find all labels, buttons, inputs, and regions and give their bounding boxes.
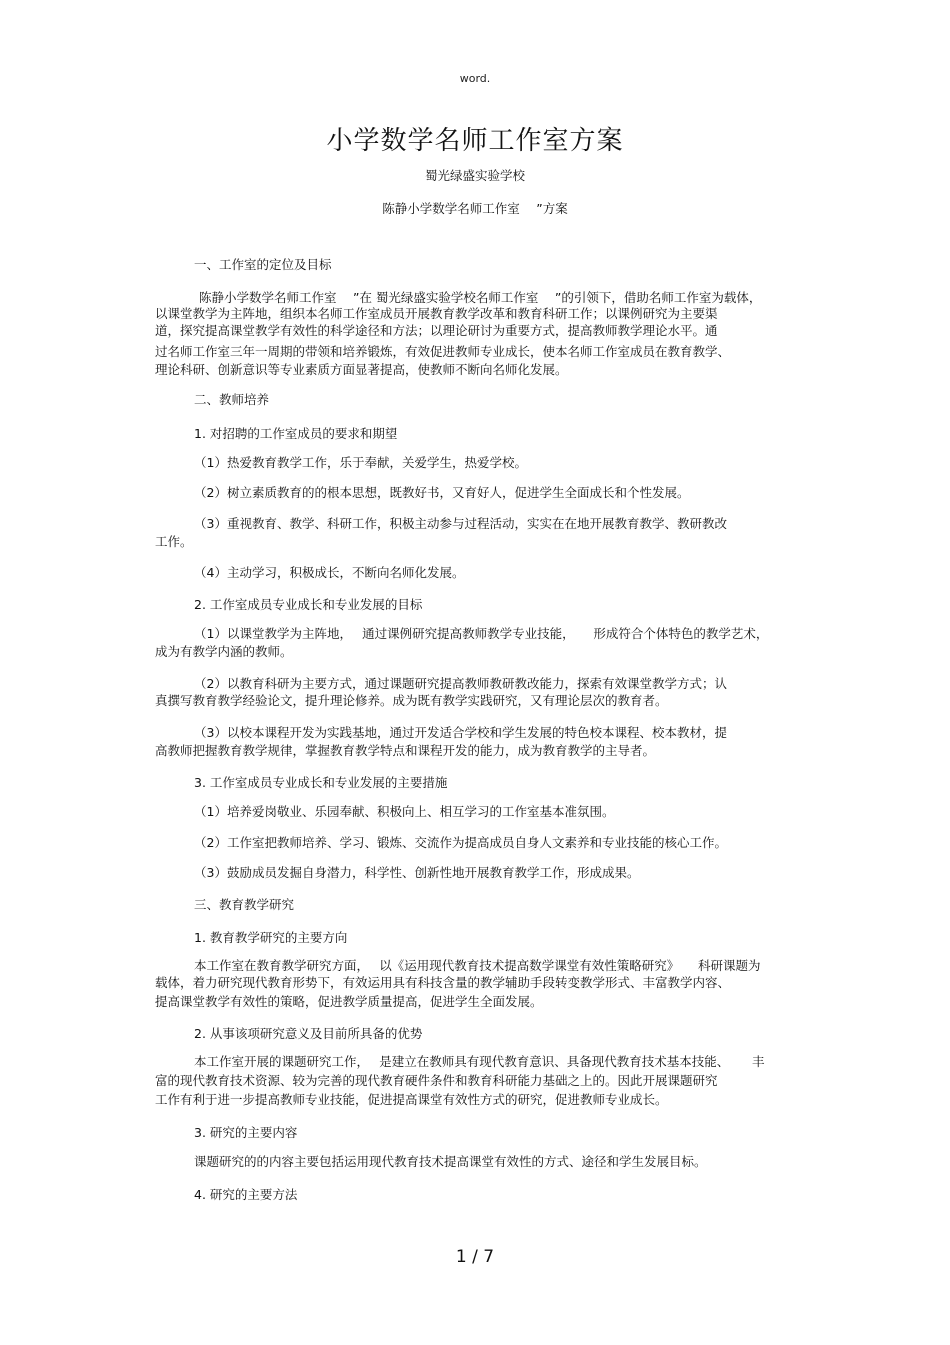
paragraph-line: 课题研究的的内容主要包括运用现代教育技术提高课堂有效性的方式、途径和学生发展目标。 bbox=[194, 1154, 707, 1169]
subsection-heading: 1. 教育教学研究的主要方向 bbox=[194, 930, 348, 945]
paragraph-line: 富的现代教育技术资源、较为完善的现代教育硬件条件和教育科研能力基础之上的。因此开展课题研究 bbox=[155, 1073, 718, 1088]
subsection-heading: 3. 工作室成员专业成长和专业发展的主要措施 bbox=[194, 775, 448, 790]
list-item: （1）热爱教育教学工作，乐于奉献，关爱学生，热爱学校。 bbox=[194, 455, 527, 470]
plan-subtitle: 陈静小学数学名师工作室 ”方案 bbox=[382, 201, 568, 216]
subsection-heading: 2. 从事该项研究意义及目前所具备的优势 bbox=[194, 1026, 423, 1041]
page-number: 1 / 7 bbox=[455, 1247, 495, 1267]
paragraph-line: 陈静小学数学名师工作室 ”在 蜀光绿盛实验学校名师工作室 ”的引领下，借助名师工作室为载体， bbox=[199, 290, 762, 305]
subsection-heading: 3. 研究的主要内容 bbox=[194, 1125, 298, 1140]
paragraph-line: 理论科研、创新意识等专业素质方面显著提高，使教师不断向名师化发展。 bbox=[155, 362, 568, 377]
list-item-continued: 真撰写教育教学经验论文，提升理论修养。成为既有教学实践研究，又有理论层次的教育者。 bbox=[155, 693, 668, 708]
list-item: （3）以校本课程开发为实践基地，通过开发适合学校和学生发展的特色校本课程、校本教材，提 bbox=[194, 725, 727, 740]
list-item: （1）培养爱岗敬业、乐园奉献、积极向上、相互学习的工作室基本准氛围。 bbox=[194, 804, 615, 819]
paragraph-line: 本工作室在教育教学研究方面， 以《运用现代教育技术提高数学课堂有效性策略研究》 科研课题为 bbox=[194, 958, 761, 973]
list-item: （2）以教育科研为主要方式，通过课题研究提高教师教研教改能力，探索有效课堂教学方式；认 bbox=[194, 676, 727, 691]
list-item: （2）工作室把教师培养、学习、锻炼、交流作为提高成员自身人文素养和专业技能的核心工作。 bbox=[194, 835, 727, 850]
list-item: （1）以课堂教学为主阵地， 通过课例研究提高教师教学专业技能， 形成符合个体特色的教学艺术， bbox=[194, 626, 769, 641]
subsection-heading: 1. 对招聘的工作室成员的要求和期望 bbox=[194, 426, 398, 441]
subsection-heading: 4. 研究的主要方法 bbox=[194, 1187, 298, 1202]
list-item-continued: 成为有教学内涵的教师。 bbox=[155, 644, 293, 659]
subsection-heading: 2. 工作室成员专业成长和专业发展的目标 bbox=[194, 597, 423, 612]
section-heading-3: 三、教育教学研究 bbox=[194, 897, 295, 912]
paragraph-line: 过名师工作室三年一周期的带领和培养锻炼，有效促进教师专业成长，使本名师工作室成员在教育教学、 bbox=[155, 344, 731, 359]
section-heading-2: 二、教师培养 bbox=[194, 392, 270, 407]
paragraph-line: 本工作室开展的课题研究工作， 是建立在教师具有现代教育意识、具备现代教育技术基本技能、 丰 bbox=[194, 1054, 765, 1069]
list-item-continued: 高教师把握教育教学规律，掌握教育教学特点和课程开发的能力，成为教育教学的主导者。 bbox=[155, 743, 656, 758]
paragraph-line: 以课堂教学为主阵地，组织本名师工作室成员开展教育教学改革和教育科研工作；以课例研究为主要渠 bbox=[155, 306, 718, 321]
paragraph-line: 道，探究提高课堂教学有效性的科学途径和方法；以理论研讨为重要方式，提高教师教学理论水平。通 bbox=[155, 323, 718, 338]
document-title: 小学数学名师工作室方案 bbox=[326, 126, 624, 156]
list-item: （3）鼓励成员发掘自身潜力，科学性、创新性地开展教育教学工作，形成成果。 bbox=[194, 865, 640, 880]
list-item: （2）树立素质教育的的根本思想，既教好书，又育好人，促进学生全面成长和个性发展。 bbox=[194, 485, 690, 500]
list-item: （3）重视教育、教学、科研工作，积极主动参与过程活动，实实在在地开展教育教学、教研教改 bbox=[194, 516, 727, 531]
paragraph-line: 提高课堂教学有效性的策略，促进教学质量提高，促进学生全面发展。 bbox=[155, 994, 543, 1009]
page-header: word. bbox=[459, 72, 491, 85]
list-item-continued: 工作。 bbox=[155, 534, 193, 549]
list-item: （4）主动学习，积极成长，不断向名师化发展。 bbox=[194, 565, 465, 580]
paragraph-line: 工作有利于进一步提高教师专业技能，促进提高课堂有效性方式的研究，促进教师专业成长。 bbox=[155, 1092, 668, 1107]
school-name: 蜀光绿盛实验学校 bbox=[424, 168, 525, 183]
paragraph-line: 载体，着力研究现代教育形势下，有效运用具有科技含量的教学辅助手段转变教学形式、丰富教学内容、 bbox=[155, 975, 731, 990]
section-heading-1: 一、工作室的定位及目标 bbox=[194, 257, 332, 272]
